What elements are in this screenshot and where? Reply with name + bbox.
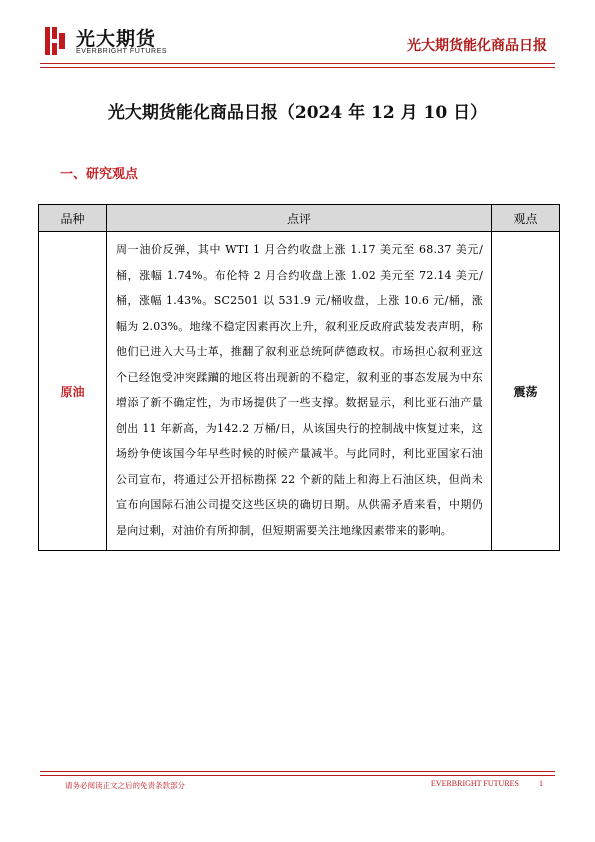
table-header-row bbox=[39, 205, 560, 232]
everbright-logo-icon bbox=[43, 25, 67, 57]
document-title: 光大期货能化商品日报（2024 年 12 月 10 日） bbox=[107, 103, 488, 123]
header-category: 品种 bbox=[39, 205, 107, 232]
company-logo bbox=[43, 24, 171, 60]
footer-company: EVERBRIGHT FUTURES bbox=[430, 779, 519, 788]
research-table bbox=[38, 204, 560, 551]
row-view: 震荡 bbox=[492, 232, 560, 551]
header-divider bbox=[40, 63, 555, 64]
page-number: 1 bbox=[539, 779, 543, 788]
logo-english-name: EVERBRIGHT FUTURES bbox=[76, 48, 168, 55]
row-comment: 周一油价反弹，其中 WTI 1 月合约收盘上涨 1.17 美元至 68.37 美元/桶，涨幅 1.74%。布伦特 2 月合约收盘上涨 1.02 美元至 72.14 美元/桶，涨幅 1.43%。SC2501 以 531.9 元/桶收盘，上涨 10.6 元/桶，涨幅为 2.03%。地缘不稳定因素再次上升，叙利亚反政府武装发表声明，称他们已进入大马士革，推翻了叙利亚总统阿萨德政权。市场担心叙利亚这个已经饱受冲突蹂躏的地区将出现新的不稳定，叙利亚的事态发展为中东增添了新不确定性，为市场提供了一些支撑。数据显示，利比亚石油产量创出 11 年新高，为142.2 万桶/日，从该国央行的控制战中恢复过来，这场纷争使该国今年早些时候的时候产量减半。与此同时，利比亚国家石油公司宣布，将通过公开招标勘探 22 个新的陆上和海上石油区块，但尚未宣布向国际石油公司提交这些区块的确切日期。从供需矛盾来看，中期仍是向过剩，对油价有所抑制，但短期需要关注地缘因素带来的影响。 bbox=[107, 232, 492, 551]
footer-divider-thin bbox=[40, 775, 555, 776]
logo-chinese-name: 光大期货 bbox=[76, 28, 157, 50]
footer-disclaimer: 请务必阅读正文之后的免责条款部分 bbox=[65, 781, 185, 790]
header-comment: 点评 bbox=[107, 205, 492, 232]
row-category: 原油 bbox=[39, 232, 107, 551]
table-row bbox=[39, 232, 560, 551]
report-name: 光大期货能化商品日报 bbox=[407, 38, 547, 54]
section-heading: 一、研究观点 bbox=[60, 167, 139, 182]
header-divider-thin bbox=[40, 67, 555, 68]
header-view: 观点 bbox=[492, 205, 560, 232]
footer-divider bbox=[40, 771, 555, 772]
